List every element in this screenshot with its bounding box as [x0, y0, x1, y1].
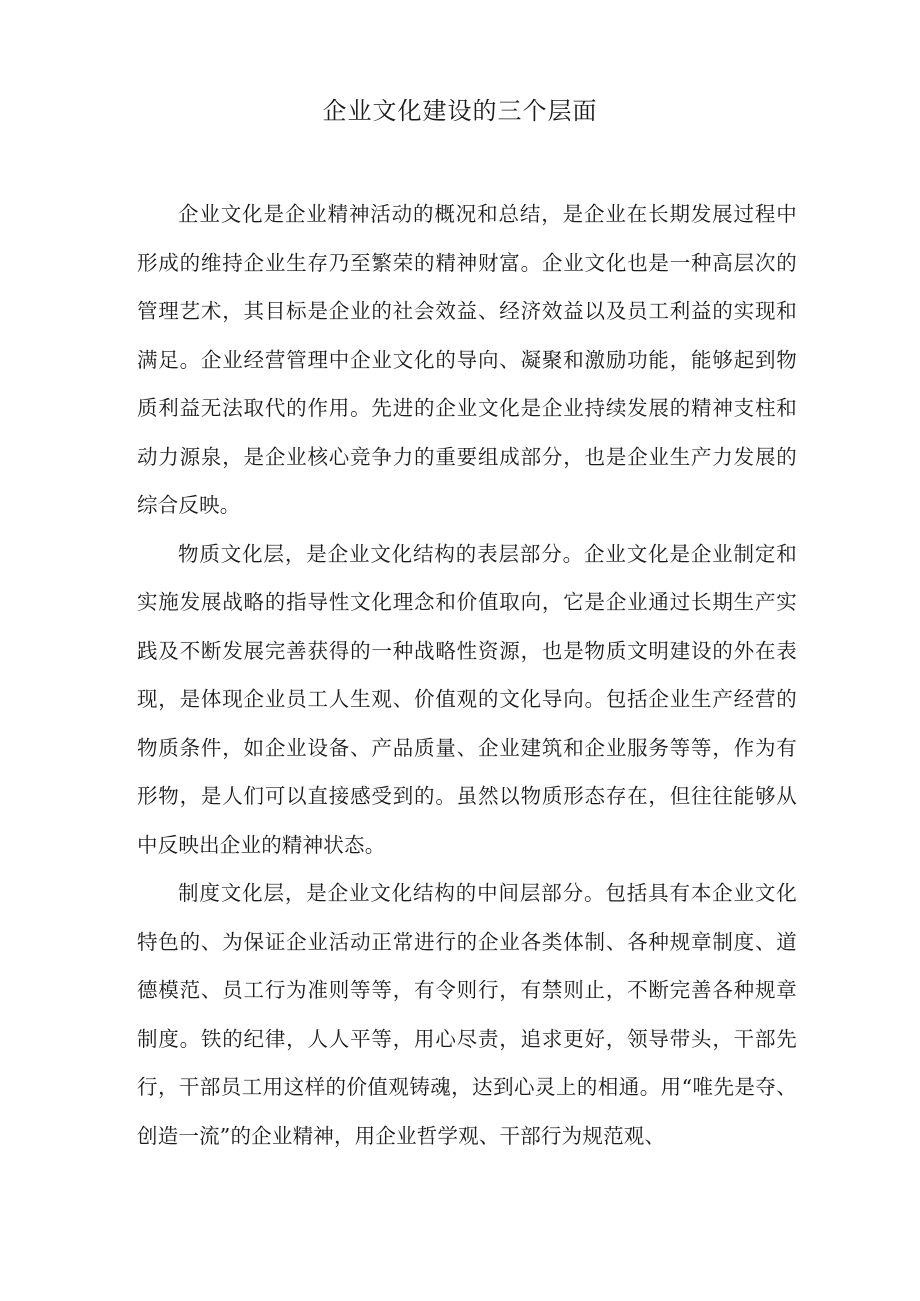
paragraph-institutional-culture: 制度文化层，是企业文化结构的中间层部分。包括具有本企业文化特色的、为保证企业活动正常进行的企业各类体制、各种规章制度、道德模范、员工行为准则等等，有令则行，有禁则止，不断完善各种规章制度。铁的纪律，人人平等，用心尽责，追求更好，领导带头，干部先行，干部员工用这样的价值观铸魂，达到心灵上的相通。用“唯先是夺、创造一流”的企业精神，用企业哲学观、干部行为规范观、 [137, 881, 797, 1148]
paragraph-intro: 企业文化是企业精神活动的概况和总结，是企业在长期发展过程中形成的维持企业生存乃至繁荣的精神财富。企业文化也是一种高层次的管理艺术，其目标是企业的社会效益、经济效益以及员工利益的实现和满足。企业经营管理中企业文化的导向、凝聚和激励功能，能够起到物质利益无法取代的作用。先进的企业文化是企业持续发展的精神支柱和动力源泉，是企业核心竞争力的重要组成部分，也是企业生产力发展的综合反映。 [137, 202, 797, 517]
paragraph-material-culture: 物质文化层，是企业文化结构的表层部分。企业文化是企业制定和实施发展战略的指导性文化理念和价值取向，它是企业通过长期生产实践及不断发展完善获得的一种战略性资源，也是物质文明建设的外在表现，是体现企业员工人生观、价值观的文化导向。包括企业生产经营的物质条件，如企业设备、产品质量、企业建筑和企业服务等等，作为有形物，是人们可以直接感受到的。虽然以物质形态存在，但往往能够从中反映出企业的精神状态。 [137, 541, 797, 857]
document-body [137, 190, 797, 1160]
document-title: 企业文化建设的三个层面 [322, 97, 598, 125]
